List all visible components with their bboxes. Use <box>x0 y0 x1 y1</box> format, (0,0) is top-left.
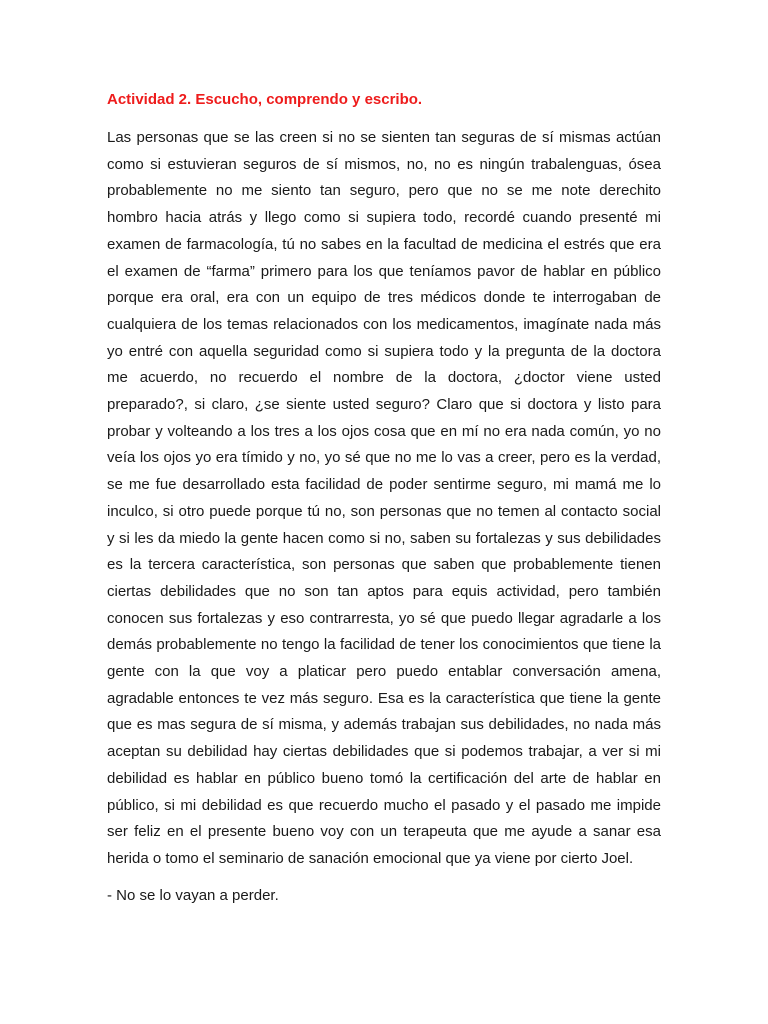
paragraph-line: hombro hacia atrás y llego como si supiera todo, recordé cuando presenté mi <box>107 209 661 227</box>
paragraph-line: aceptan su debilidad hay ciertas debilidades que si podemos trabajar, a ver si mi <box>107 743 661 761</box>
paragraph-line: me acuerdo, no recuerdo el nombre de la doctora, ¿doctor viene usted <box>107 369 661 387</box>
closing-line: - No se lo vayan a perder. <box>107 886 279 904</box>
paragraph-line: ser feliz en el presente bueno voy con un terapeuta que me ayude a sanar esa <box>107 823 661 841</box>
paragraph-line: porque era oral, era con un equipo de tres médicos donde te interrogaban de <box>107 289 661 307</box>
paragraph-line: y si les da miedo la gente hacen como si no, saben su fortalezas y sus debilidades <box>107 529 661 547</box>
paragraph-line: ciertas debilidades que no son tan aptos para equis actividad, pero también <box>107 582 661 600</box>
paragraph-line: conocen sus fortalezas y eso contrarresta, yo sé que puedo llegar agradarle a los <box>107 609 661 627</box>
paragraph-line: veía los ojos yo era tímido y no, yo sé que no me lo vas a creer, pero es la verdad, <box>107 449 661 467</box>
paragraph-line: se me fue desarrollado esta facilidad de poder sentirme seguro, mi mamá me lo <box>107 476 661 494</box>
paragraph-line: como si estuvieran seguros de sí mismos, no, no es ningún trabalenguas, ósea <box>107 155 661 173</box>
paragraph-line: probar y volteando a los tres a los ojos cosa que en mí no era nada común, yo no <box>107 422 661 440</box>
paragraph-line: el examen de “farma” primero para los que teníamos pavor de hablar en público <box>107 262 661 280</box>
paragraph-line: agradable entonces te vez más seguro. Esa es la característica que tiene la gente <box>107 689 661 707</box>
activity-heading: Actividad 2. Escucho, comprendo y escribo. <box>107 91 423 108</box>
paragraph-line: probablemente no me siento tan seguro, pero que no se me note derechito <box>107 182 661 200</box>
document-page <box>107 90 661 906</box>
paragraph-line: es la tercera característica, son personas que saben que probablemente tienen <box>107 556 661 574</box>
paragraph-line: herida o tomo el seminario de sanación emocional que ya viene por cierto Joel. <box>107 849 634 867</box>
body-paragraph <box>107 125 661 873</box>
paragraph-line: examen de farmacología, tú no sabes en la facultad de medicina el estrés que era <box>107 235 661 253</box>
paragraph-line: gente con la que voy a platicar pero puedo entablar conversación amena, <box>107 663 661 681</box>
paragraph-line: yo entré con aquella seguridad como si supiera todo y la pregunta de la doctora <box>107 342 661 360</box>
paragraph-line: debilidad es hablar en público bueno tomó la certificación del arte de hablar en <box>107 769 661 787</box>
paragraph-line: cualquiera de los temas relacionados con los medicamentos, imagínate nada más <box>107 315 661 333</box>
paragraph-line: Las personas que se las creen si no se sienten tan seguras de sí mismas actúan <box>107 129 661 146</box>
paragraph-line: preparado?, si claro, ¿se siente usted seguro? Claro que si doctora y listo para <box>107 396 661 414</box>
paragraph-line: demás probablemente no tengo la facilidad de tener los conocimientos que tiene la <box>107 636 661 654</box>
paragraph-line: público, si mi debilidad es que recuerdo mucho el pasado y el pasado me impide <box>107 796 661 814</box>
paragraph-line: que es mas segura de sí misma, y además trabajan sus debilidades, no nada más <box>107 716 661 734</box>
paragraph-line: inculco, si otro puede porque tú no, son personas que no temen al contacto social <box>107 502 661 520</box>
